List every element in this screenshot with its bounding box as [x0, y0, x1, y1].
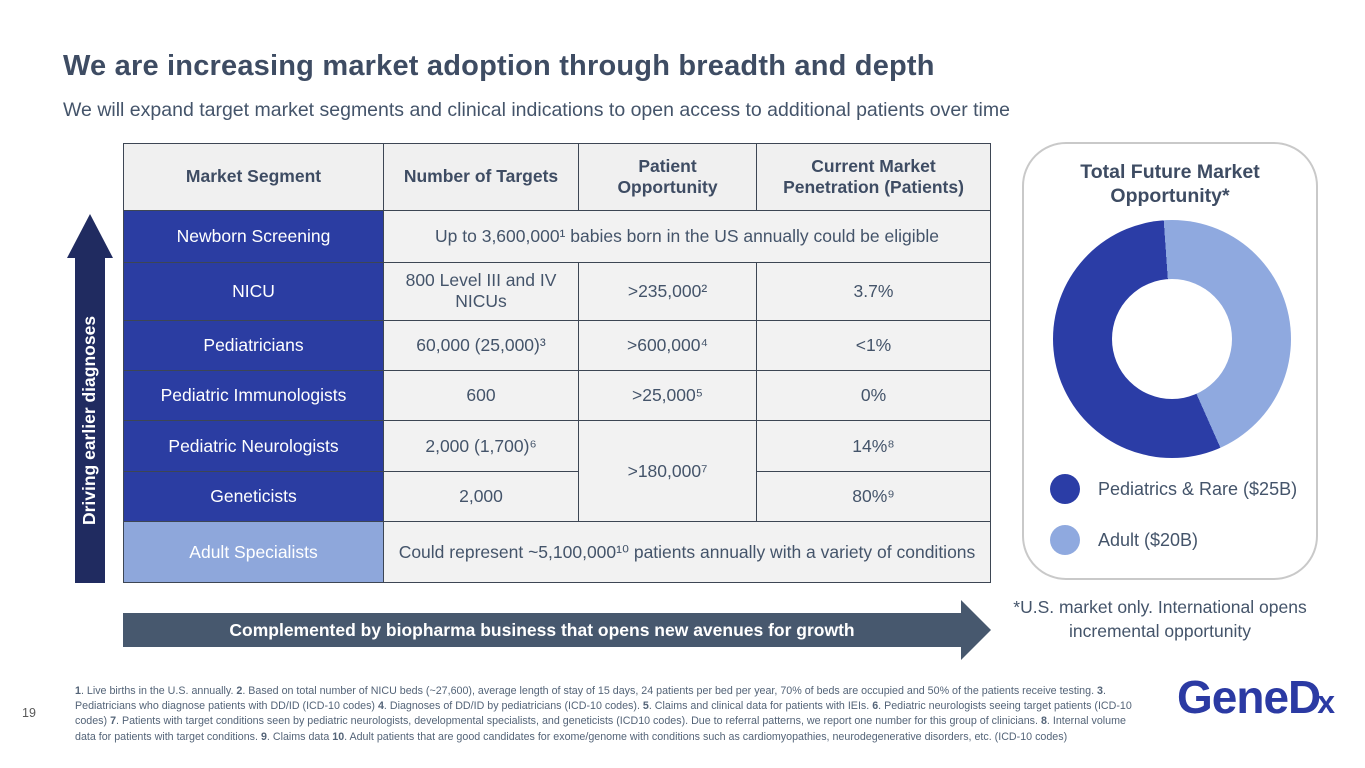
cell-nicu-opportunity: >235,000²: [579, 263, 757, 321]
logo-gene-text: Gene: [1177, 671, 1289, 723]
table-row-pediatric-immunologists: [124, 371, 991, 421]
chart-footnote: *U.S. market only. International opens incremental opportunity: [1013, 597, 1307, 641]
table-row-nicu: [124, 263, 991, 321]
horizontal-arrow-shaft: [123, 613, 961, 647]
cell-geneticists-targets: 2,000: [384, 471, 579, 521]
logo-x-text: x: [1317, 684, 1335, 720]
chart-title: Total Future Market Opportunity*: [1080, 161, 1260, 208]
cell-pediatricians-penetration: <1%: [757, 320, 991, 370]
cell-ped-neurologists-penetration: 14%⁸: [757, 421, 991, 471]
column-header-number-of-targets: Number of Targets: [384, 144, 579, 211]
table-header-row: [124, 144, 991, 211]
cell-newborn-note: Up to 3,600,000¹ babies born in the US annually could be eligible: [384, 210, 991, 262]
driving-earlier-diagnoses-arrow: [67, 214, 113, 583]
segment-cell-pediatricians: Pediatricians: [124, 320, 384, 370]
donut-chart: [1053, 220, 1291, 458]
up-arrow-icon: [67, 214, 113, 258]
cell-nicu-targets: 800 Level III and IV NICUs: [384, 263, 579, 321]
page-number: 19: [22, 706, 36, 720]
segment-cell-geneticists: Geneticists: [124, 471, 384, 521]
column-header-patient-opportunity: Patient Opportunity: [579, 144, 757, 211]
cell-ped-immunologists-opportunity: >25,000⁵: [579, 371, 757, 421]
page-subtitle: We will expand target market segments and clinical indications to open access to additional patients over time: [63, 99, 1010, 121]
legend-label-adult: Adult ($20B): [1098, 529, 1199, 550]
footnotes: 1. Live births in the U.S. annually. 2. Based on total number of NICU beds (~27,600), average length of stay of 15 days, 24 patients per bed per year, 70% of beds are occupied and 50% of the patients receive testing. 3. Pediatricians who diagnose patients with DD/ID (ICD-10 codes) 4. Diagnoses of DD/ID by pediatricians (ICD-10 codes). 5. Claims and clinical data for patients with IEIs. 6. Pediatric neurologists seeing target patients (ICD-10 codes) 7. Patients with target conditions seen by pediatric neurologists, developmental specialists, and geneticists (ICD10 codes). Due to referral patterns, we report one number for this group of clinicians. 8. Internal volume data for patients with target conditions. 9. Claims data 10. Adult patients that are good candidates for exome/genome with conditions such as cardiomyopathies, neurodegenerative disorders, etc. (ICD-10 codes): [75, 685, 1132, 743]
right-arrow-icon: [961, 600, 991, 660]
cell-shared-opportunity: >180,000⁷: [579, 421, 757, 522]
table-row-pediatric-neurologists: [124, 421, 991, 471]
segment-cell-pediatric-neurologists: Pediatric Neurologists: [124, 421, 384, 471]
cell-ped-neurologists-targets: 2,000 (1,700)⁶: [384, 421, 579, 471]
segment-cell-nicu: NICU: [124, 263, 384, 321]
cell-adult-note: Could represent ~5,100,000¹⁰ patients annually with a variety of conditions: [384, 522, 991, 583]
vertical-arrow-label: Driving earlier diagnoses: [79, 315, 100, 525]
cell-nicu-penetration: 3.7%: [757, 263, 991, 321]
market-segment-table: [123, 143, 991, 583]
vertical-arrow-shaft: [75, 257, 105, 583]
donut-hole: [1112, 279, 1232, 399]
column-header-market-segment: Market Segment: [124, 144, 384, 211]
segment-cell-pediatric-immunologists: Pediatric Immunologists: [124, 371, 384, 421]
table-row-adult-specialists: [124, 522, 991, 583]
cell-pediatricians-targets: 60,000 (25,000)³: [384, 320, 579, 370]
segment-cell-newborn-screening: Newborn Screening: [124, 210, 384, 262]
horizontal-arrow-label: Complemented by biopharma business that opens new avenues for growth: [229, 619, 855, 640]
table-row-pediatricians: [124, 320, 991, 370]
cell-geneticists-penetration: 80%⁹: [757, 471, 991, 521]
table-row-newborn-screening: [124, 210, 991, 262]
legend-item-pediatrics-rare: [1050, 474, 1297, 504]
cell-ped-immunologists-penetration: 0%: [757, 371, 991, 421]
segment-cell-adult-specialists: Adult Specialists: [124, 522, 384, 583]
biopharma-arrow: [123, 600, 990, 660]
adult-swatch-icon: [1050, 525, 1080, 555]
page-title: We are increasing market adoption through breadth and depth: [63, 50, 935, 82]
cell-ped-immunologists-targets: 600: [384, 371, 579, 421]
table-row-geneticists: [124, 471, 991, 521]
column-header-current-market-penetration: Current Market Penetration (Patients): [757, 144, 991, 211]
legend-label-pediatrics-rare: Pediatrics & Rare ($25B): [1098, 478, 1298, 499]
legend-item-adult: [1050, 525, 1297, 555]
cell-pediatricians-opportunity: >600,000⁴: [579, 320, 757, 370]
logo-d-text: D: [1288, 671, 1321, 723]
pediatrics-rare-swatch-icon: [1050, 474, 1080, 504]
chart-legend: [1050, 474, 1297, 576]
genedx-logo: [1177, 671, 1335, 723]
total-future-market-panel: [1022, 142, 1318, 580]
